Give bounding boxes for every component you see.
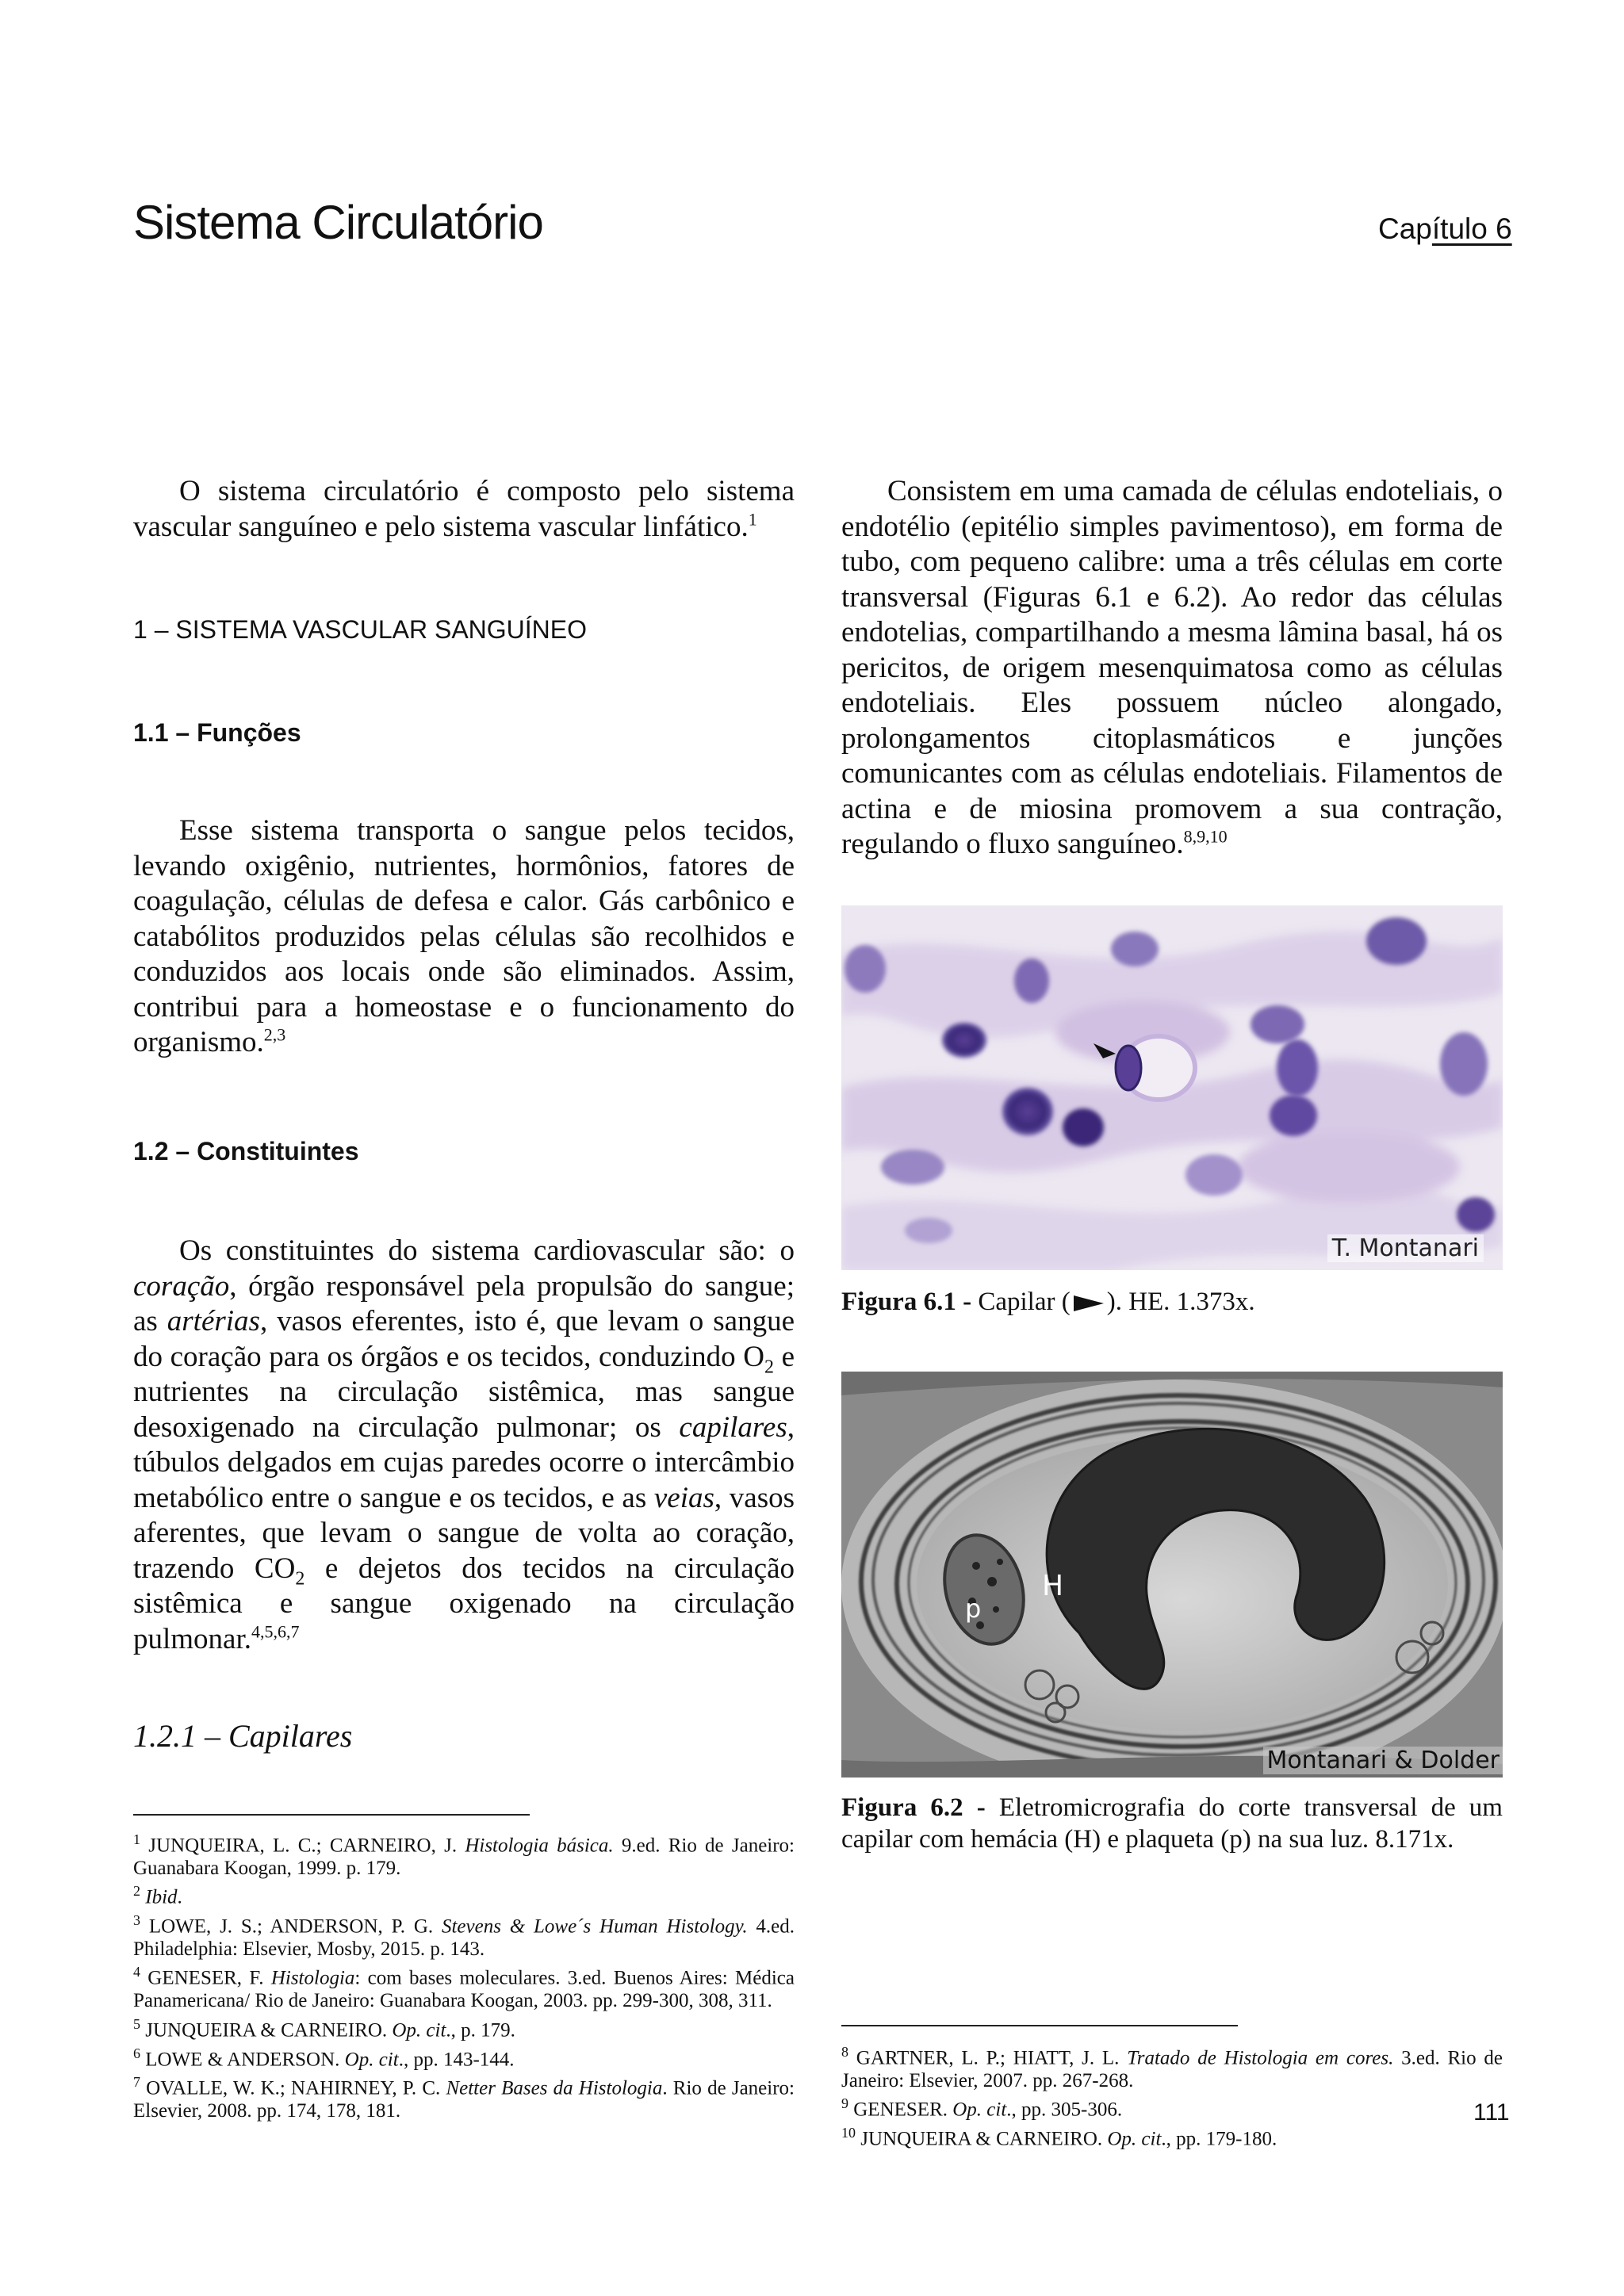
footnote: $^9$ GENESER. Op. cit., pp. 305-306.: [841, 2095, 1123, 2121]
intro-paragraph: O sistema circulatório é composto pelo sistema vascular sanguíneo e pelo sistema vascular linfático.$^1$: [133, 475, 795, 543]
figure-credit: Montanari & Dolder: [1263, 1747, 1503, 1774]
footnote: $^5$ JUNQUEIRA & CARNEIRO. Op. cit., p. 179.: [133, 2015, 515, 2042]
funcoes-paragraph: Esse sistema transporta o sangue pelos tecidos, levando oxigênio, nutrientes, hormônios, fatores de coagulação, células de defesa e calor. Gás carbônico e catabólitos produzidos pelas células são recolhidos e conduzidos aos locais onde são eliminados. Assim, contribui para a homeostase e o funcionamento do organismo.$^{2,3}$: [133, 814, 795, 1058]
footnote: $^1$ JUNQUEIRA, L. C.; CARNEIRO, J. Histologia básica. 9.ed. Rio de Janeiro: Guanabara Koogan, 1999. p. 179.: [133, 1831, 795, 1879]
micrograph-he: [841, 905, 1503, 1270]
section-heading-1-2-1: 1.2.1 – Capilares: [133, 1718, 353, 1754]
figure-6-2-electron-micrograph: [841, 1372, 1503, 1777]
figure-6-2-caption: Figura 6.2 - Eletromicrografia do corte transversal de um capilar com hemácia (H) e plaqueta (p) na sua luz. 8.171x.: [841, 1793, 1503, 1854]
section-heading-1: 1 – SISTEMA VASCULAR SANGUÍNEO: [133, 615, 588, 644]
label-p: p: [965, 1594, 982, 1624]
footnote: $^3$ LOWE, J. S.; ANDERSON, P. G. Stevens & Lowe´s Human Histology. 4.ed. Philadelphia: Elsevier, Mosby, 2015. p. 143.: [133, 1912, 795, 1960]
section-heading-1-1: 1.1 – Funções: [133, 718, 301, 747]
footnotes-right: [841, 2041, 1503, 2151]
figure-6-1-caption: Figura 6.1 - Capilar ( ). HE. 1.373x.: [841, 1288, 1255, 1316]
footnote-rule-right: [841, 2025, 1238, 2026]
footnote: $^2$ Ibid.: [133, 1883, 182, 1908]
constituintes-paragraph: Os constituintes do sistema cardiovascular são: o coração, órgão responsável pela propulsão do sangue; as artérias, vasos eferentes, isto é, que levam o sangue do coração para os órgãos e os tecidos, conduzindo $O_2$ e nutrientes na circulação sistêmica, mas sangue desoxigenado na circulação pulmonar; os capilares, túbulos delgados em cujas paredes ocorre o intercâmbio metabólico entre o sangue e os tecidos, e as veias, vasos aferentes, que levam o sangue de volta ao coração, trazendo $CO_2$ e dejetos dos tecidos na circulação sistêmica e sangue oxigenado na circulação pulmonar.$^{4,5,6,7}$: [133, 1234, 795, 1655]
footnote: $^8$ GARTNER, L. P.; HIATT, J. L. Tratado de Histologia em cores. 3.ed. Rio de Janeiro: Elsevier, 2007. pp. 267-268.: [841, 2044, 1503, 2091]
footnote: $^7$ OVALLE, W. K.; NAHIRNEY, P. C. Netter Bases da Histologia. Rio de Janeiro: Elsevier, 2008. pp. 174, 178, 181.: [133, 2074, 795, 2122]
chapter-number: Capítulo 6: [1378, 212, 1512, 245]
footnotes-left: [133, 1828, 795, 2123]
electron-micrograph: [841, 1372, 1503, 1777]
footnote: $^6$ LOWE & ANDERSON. Op. cit., pp. 143-144.: [133, 2045, 515, 2070]
section-heading-1-2: 1.2 – Constituintes: [133, 1137, 359, 1165]
chapter-title: Sistema Circulatório: [133, 196, 543, 249]
figure-credit: T. Montanari: [1327, 1234, 1484, 1262]
label-h: H: [1042, 1570, 1064, 1602]
page-number: 111: [1473, 2099, 1510, 2126]
footnote: $^4$ GENESER, F. Histologia: com bases moleculares. 3.ed. Buenos Aires: Médica Panamericana/ Rio de Janeiro: Guanabara Koogan, 2003. pp. 299-300, 308, 311.: [133, 1964, 795, 2012]
capilares-paragraph: Consistem em uma camada de células endoteliais, o endotélio (epitélio simples pavimentoso), em forma de tubo, com pequeno calibre: uma a três células em corte transversal (Figuras 6.1 e 6.2). Ao redor das células endotelias, compartilhando a mesma lâmina basal, há os pericitos, de origem mesenquimatosa como as células endoteliais. Eles possuem núcleo alongado, prolongamentos citoplasmáticos e junções comunicantes com as células endoteliais. Filamentos de actina e de miosina promovem a sua contração, regulando o fluxo sanguíneo.$^{8,9,10}$: [841, 475, 1503, 860]
footnote: $^{10}$ JUNQUEIRA & CARNEIRO. Op. cit., pp. 179-180.: [841, 2125, 1277, 2150]
figure-6-1-micrograph: [841, 905, 1503, 1270]
arrowhead-icon: [1074, 1295, 1104, 1311]
footnote-rule-left: [133, 1814, 530, 1816]
